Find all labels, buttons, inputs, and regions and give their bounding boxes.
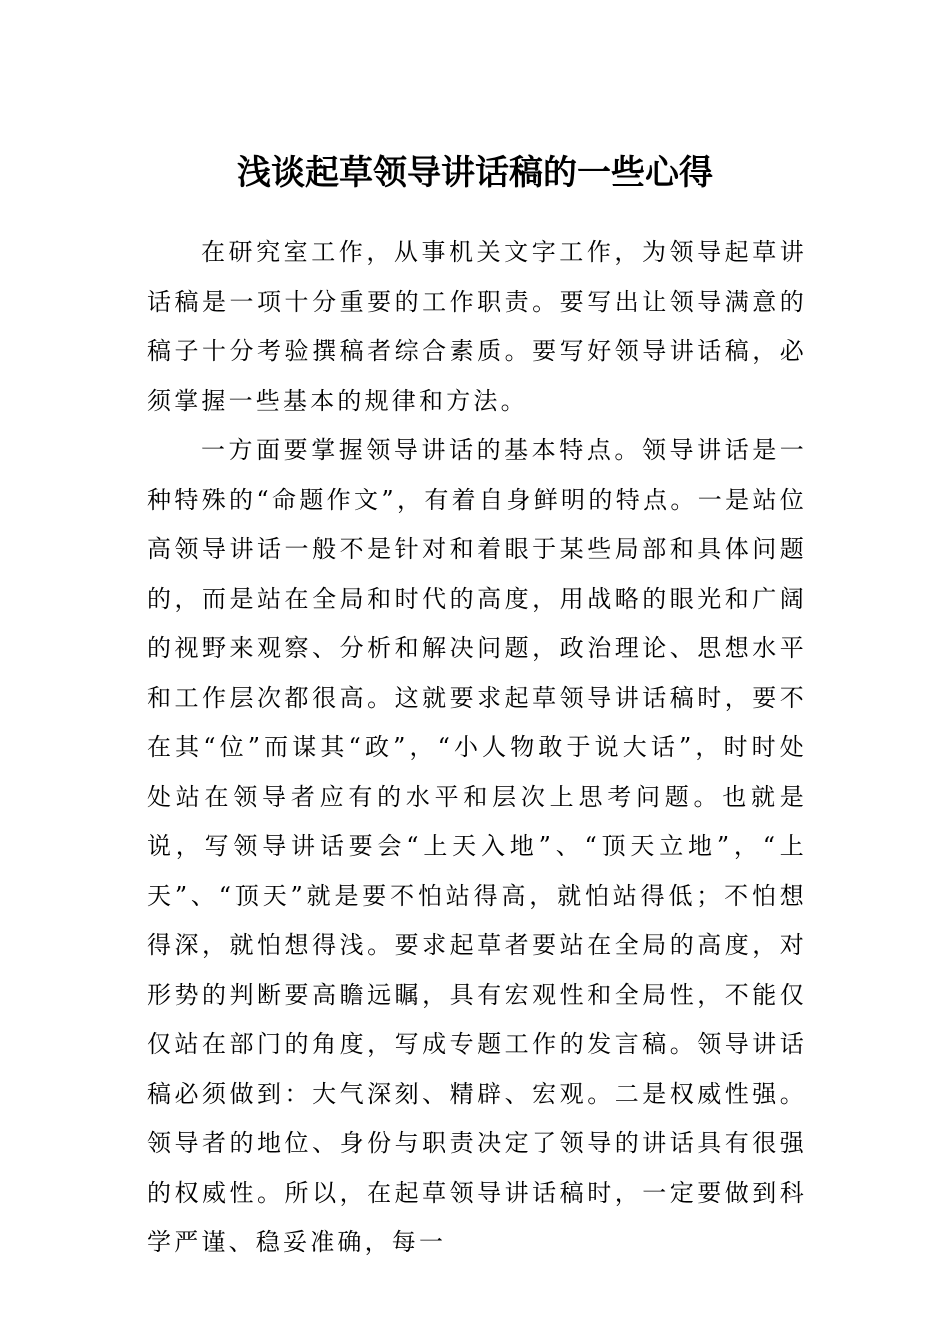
document-body bbox=[147, 228, 807, 1268]
paragraph-characteristics: 一方面要掌握领导讲话的基本特点。领导讲话是一种特殊的“命题作文”，有着自身鲜明的特点。一是站位高领导讲话一般不是针对和着眼于某些局部和具体问题的，而是站在全局和时代的高度，用战略的眼光和广阔的视野来观察、分析和解决问题，政治理论、思想水平和工作层次都很高。这就要求起草领导讲话稿时，要不在其“位”而谋其“政”，“小人物敢于说大话”，时时处处站在领导者应有的水平和层次上思考问题。也就是说，写领导讲话要会“上天入地”、“顶天立地”，“上天”、“顶天”就是要不怕站得高，就怕站得低；不怕想得深，就怕想得浅。要求起草者要站在全局的高度，对形势的判断要高瞻远瞩，具有宏观性和全局性，不能仅仅站在部门的角度，写成专题工作的发言稿。领导讲话稿必须做到：大气深刻、精辟、宏观。二是权威性强。领导者的地位、身份与职责决定了领导的讲话具有很强的权威性。所以，在起草领导讲话稿时，一定要做到科学严谨、稳妥准确，每一 bbox=[147, 436, 807, 1256]
document-title: 浅谈起草领导讲话稿的一些心得 bbox=[237, 153, 713, 193]
paragraph-intro: 在研究室工作，从事机关文字工作，为领导起草讲话稿是一项十分重要的工作职责。要写出让领导满意的稿子十分考验撰稿者综合素质。要写好领导讲话稿，必须掌握一些基本的规律和方法。 bbox=[147, 238, 807, 415]
